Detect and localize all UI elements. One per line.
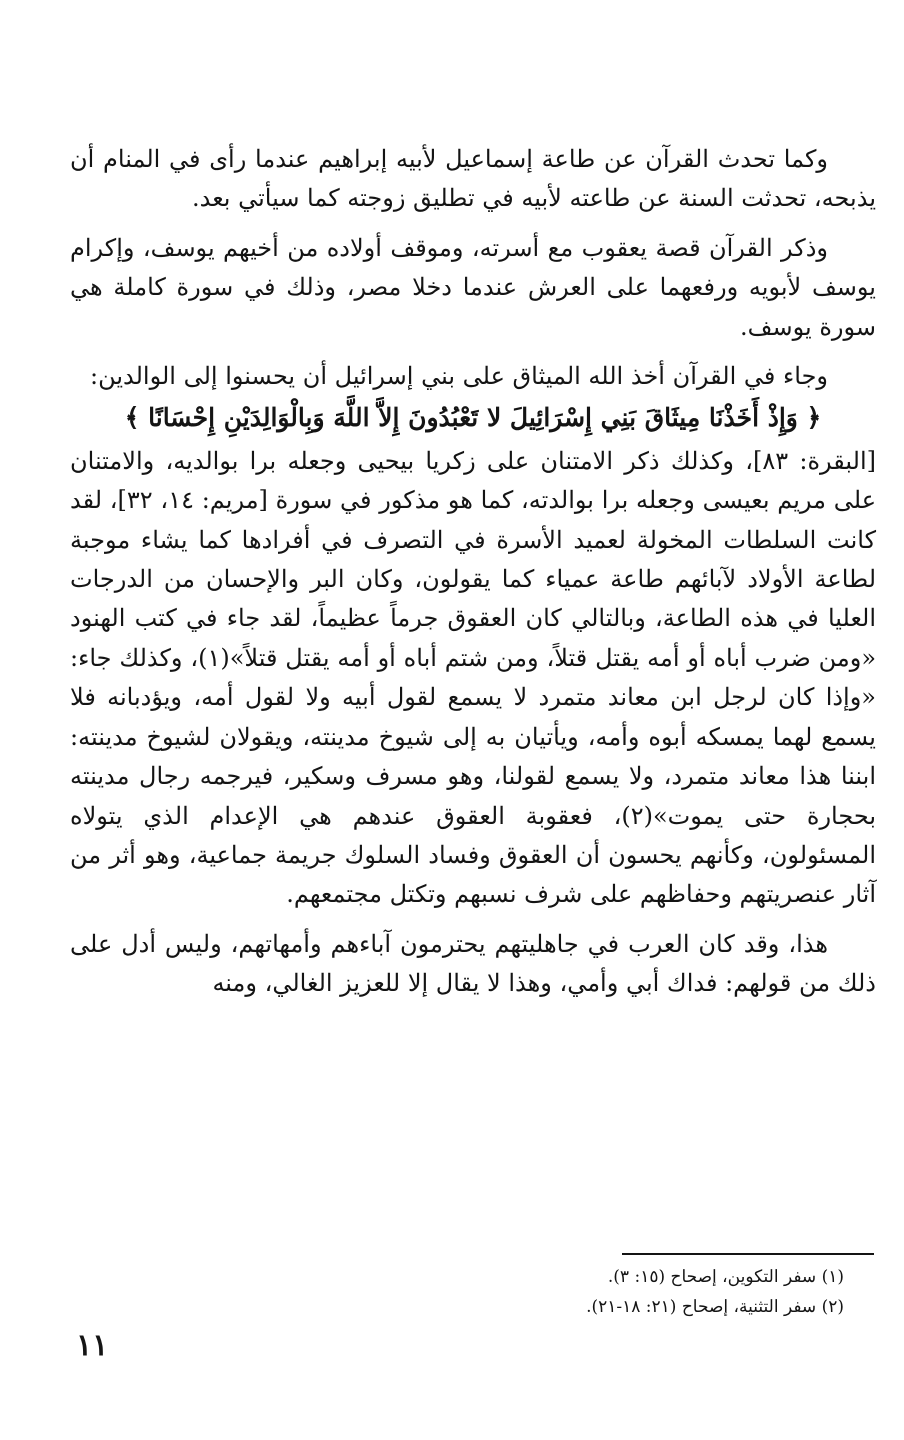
quran-verse: ﴿ وَإِذْ أَخَذْنَا مِيثَاقَ بَنِي إِسْرَائِيلَ لا تَعْبُدُونَ إِلاَّ اللَّهَ وَبِالْوَالِدَيْنِ إِحْسَانًا ﴾ bbox=[124, 403, 822, 433]
footnotes bbox=[424, 1262, 844, 1322]
paragraph-yusuf: وذكر القرآن قصة يعقوب مع أسرته، وموقف أولاده من أخيهم يوسف، وإكرام يوسف لأبويه ورفعهما على العرش عندما دخلا مصر، وذلك في سورة كاملة هي سورة يوسف. bbox=[70, 233, 876, 341]
page-number: ١١ bbox=[76, 1328, 109, 1363]
paragraph-covenant-body: [البقرة: ٨٣]، وكذلك ذكر الامتنان على زكريا بيحيى وجعله برا بوالديه، والامتنان على مريم بعيسى وجعله برا بوالدته، كما هو مذكور في سورة [مريم: ١٤، ٣٢]، لقد كانت السلطات المخولة لعميد الأسرة في التصرف في أفرادها كما يشاء موجبة لطاعة الأولاد لآبائهم طاعة عمياء كما يقولون، وكان البر والإحسان من الدرجات العليا في هذه الطاعة، وبالتالي كان العقوق جرماً عظيماً، لقد جاء في كتب الهنود «ومن ضرب أباه أو أمه يقتل قتلاً، ومن شتم أباه أو أمه يقتل قتلاً»(١)، وكذلك جاء: «وإذا كان لرجل ابن معاند متمرد لا يسمع لقول أبيه ولا لقول أمه، ويؤدبانه فلا يسمع لهما يمسكه أبوه وأمه، ويأتيان به إلى شيوخ مدينته، ويقولان لشيوخ مدينته: ابننا هذا معاند متمرد، ولا يسمع لقولنا، وهو مسرف وسكير، فيرجمه رجال مدينته بحجارة حتى يموت»(٢)، فعقوبة العقوق عندهم هي الإعدام الذي يتولاه المسئولون، وكأنهم يحسون أن العقوق وفساد السلوك جريمة جماعية، وهو أثر من آثار عنصريتهم وحفاظهم على شرف نسبهم وتكتل مجتمعهم. bbox=[70, 446, 877, 909]
paragraph-covenant bbox=[70, 357, 876, 915]
footnote-2: (٢) سفر التثنية، إصحاح (٢١: ١٨-٢١). bbox=[586, 1297, 844, 1317]
footnote-divider bbox=[622, 1253, 874, 1255]
paragraph-covenant-intro: وجاء في القرآن أخذ الله الميثاق على بني إسرائيل أن يحسنوا إلى الوالدين: bbox=[89, 362, 828, 391]
body-text bbox=[70, 140, 876, 1014]
paragraph-arabs: هذا، وقد كان العرب في جاهليتهم يحترمون آباءهم وأمهاتهم، وليس أدل على ذلك من قولهم: فداك أبي وأمي، وهذا لا يقال إلا للعزيز الغالي، ومنه bbox=[70, 929, 876, 998]
paragraph-ismail: وكما تحدث القرآن عن طاعة إسماعيل لأبيه إبراهيم عندما رأى في المنام أن يذبحه، تحدثت السنة عن طاعته لأبيه في تطليق زوجته كما سيأتي بعد. bbox=[70, 145, 876, 213]
footnote-1: (١) سفر التكوين، إصحاح (١٥: ٣). bbox=[607, 1267, 844, 1287]
